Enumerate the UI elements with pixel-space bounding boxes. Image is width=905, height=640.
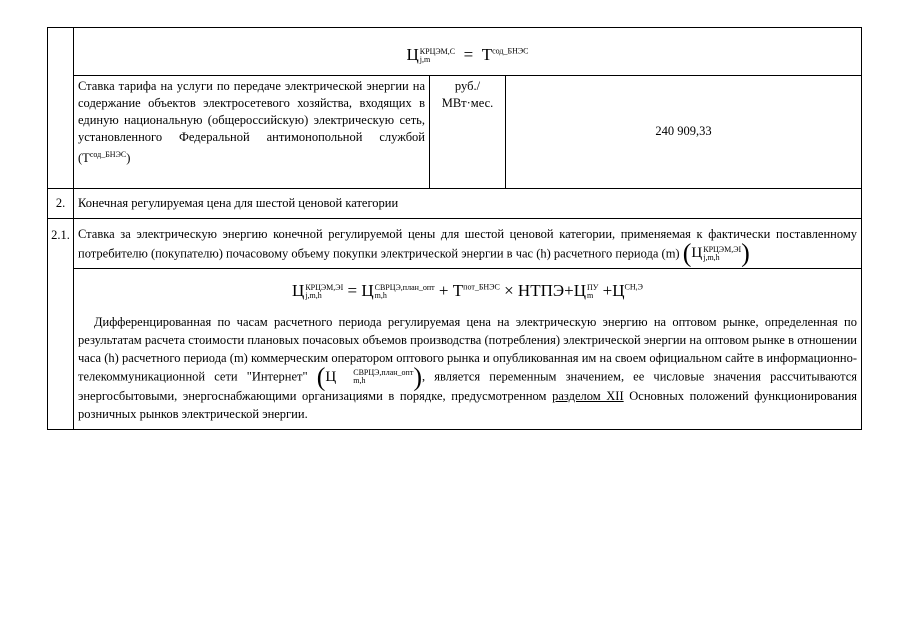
formula-row-1 [48,28,862,76]
formula-inline-svrce: (Ц СВРЦЭ,план_опт m,h ) [316,362,422,392]
rate-description: Ставка тарифа на услуги по передаче электрической энергии на содержание объектов электросетевого хозяйства, входящих в единую национальную (общероссийскую) электрическую сеть, установленного Федеральной антимонопольной службой $(Т^{сод\_БНЭС})$ [74,75,430,188]
formula-inline-crcem: (Ц КРЦЭМ,ЭI j,m,h ) [682,238,750,268]
formula-detail-cell [74,268,862,430]
rate-value: 240 909,33 [506,75,862,188]
formula-crcem-c: Ц КРЦЭМ,С j,m = $Т^{сод\_БНЭС}$ [406,44,529,64]
section-xii-link[interactable]: разделом XII [552,389,624,404]
section-row-2-1 [48,218,862,268]
tariff-table [47,27,862,430]
section-row-2 [48,188,862,218]
formula-cell [74,28,862,76]
rate-unit: руб./МВт·мес. [430,75,506,188]
number-cell-empty [48,28,74,189]
section-title: Конечная регулируемая цена для шестой ценовой категории [74,188,862,218]
row-number: 2. [48,188,74,218]
main-formula: Ц КРЦЭМ,ЭI j,m,h = Ц СВРЦЭ,план_опт m,h + $Т^{пот\_БНЭС}$ × НТПЭ+Ц ПУ m $+Ц^{СН,Э}$ [292,281,643,301]
rate-row [48,75,862,188]
row-number: 2.1. [48,218,74,430]
formula-detail-row [48,268,862,430]
explanation-paragraph: Дифференцированная по часам расчетного периода регулируемая цена на электрическую энергию на оптовом рынке, определенная по результатам расчета стоимости плановых почасовых объемов производства (потребления) электрической энергии на оптовом рынке в отношении часа (h) расчетного периода (m) коммерческим оператором оптового рынка и опубликованная им на своем официальном сайте в информационно-телекоммуникационной сети "Интернет" (Ц СВРЦЭ,план_опт m,h ), является переменным значением, ее числовые значения рассчитываются энергосбытовыми, энергоснабжающими организациями в порядке, предусмотренном разделом XII Основных положений функционирования розничных рынков электрической энергии. [78,315,858,422]
rate-definition: Ставка за электрическую энергию конечной регулируемой цены для шестой ценовой категории, применяемая к фактически поставленному потребителю (покупателю) почасовому объему покупки электрической энергии в час (h) расчетного периода (m) (Ц КРЦЭМ,ЭI j,m,h ) [74,218,862,268]
